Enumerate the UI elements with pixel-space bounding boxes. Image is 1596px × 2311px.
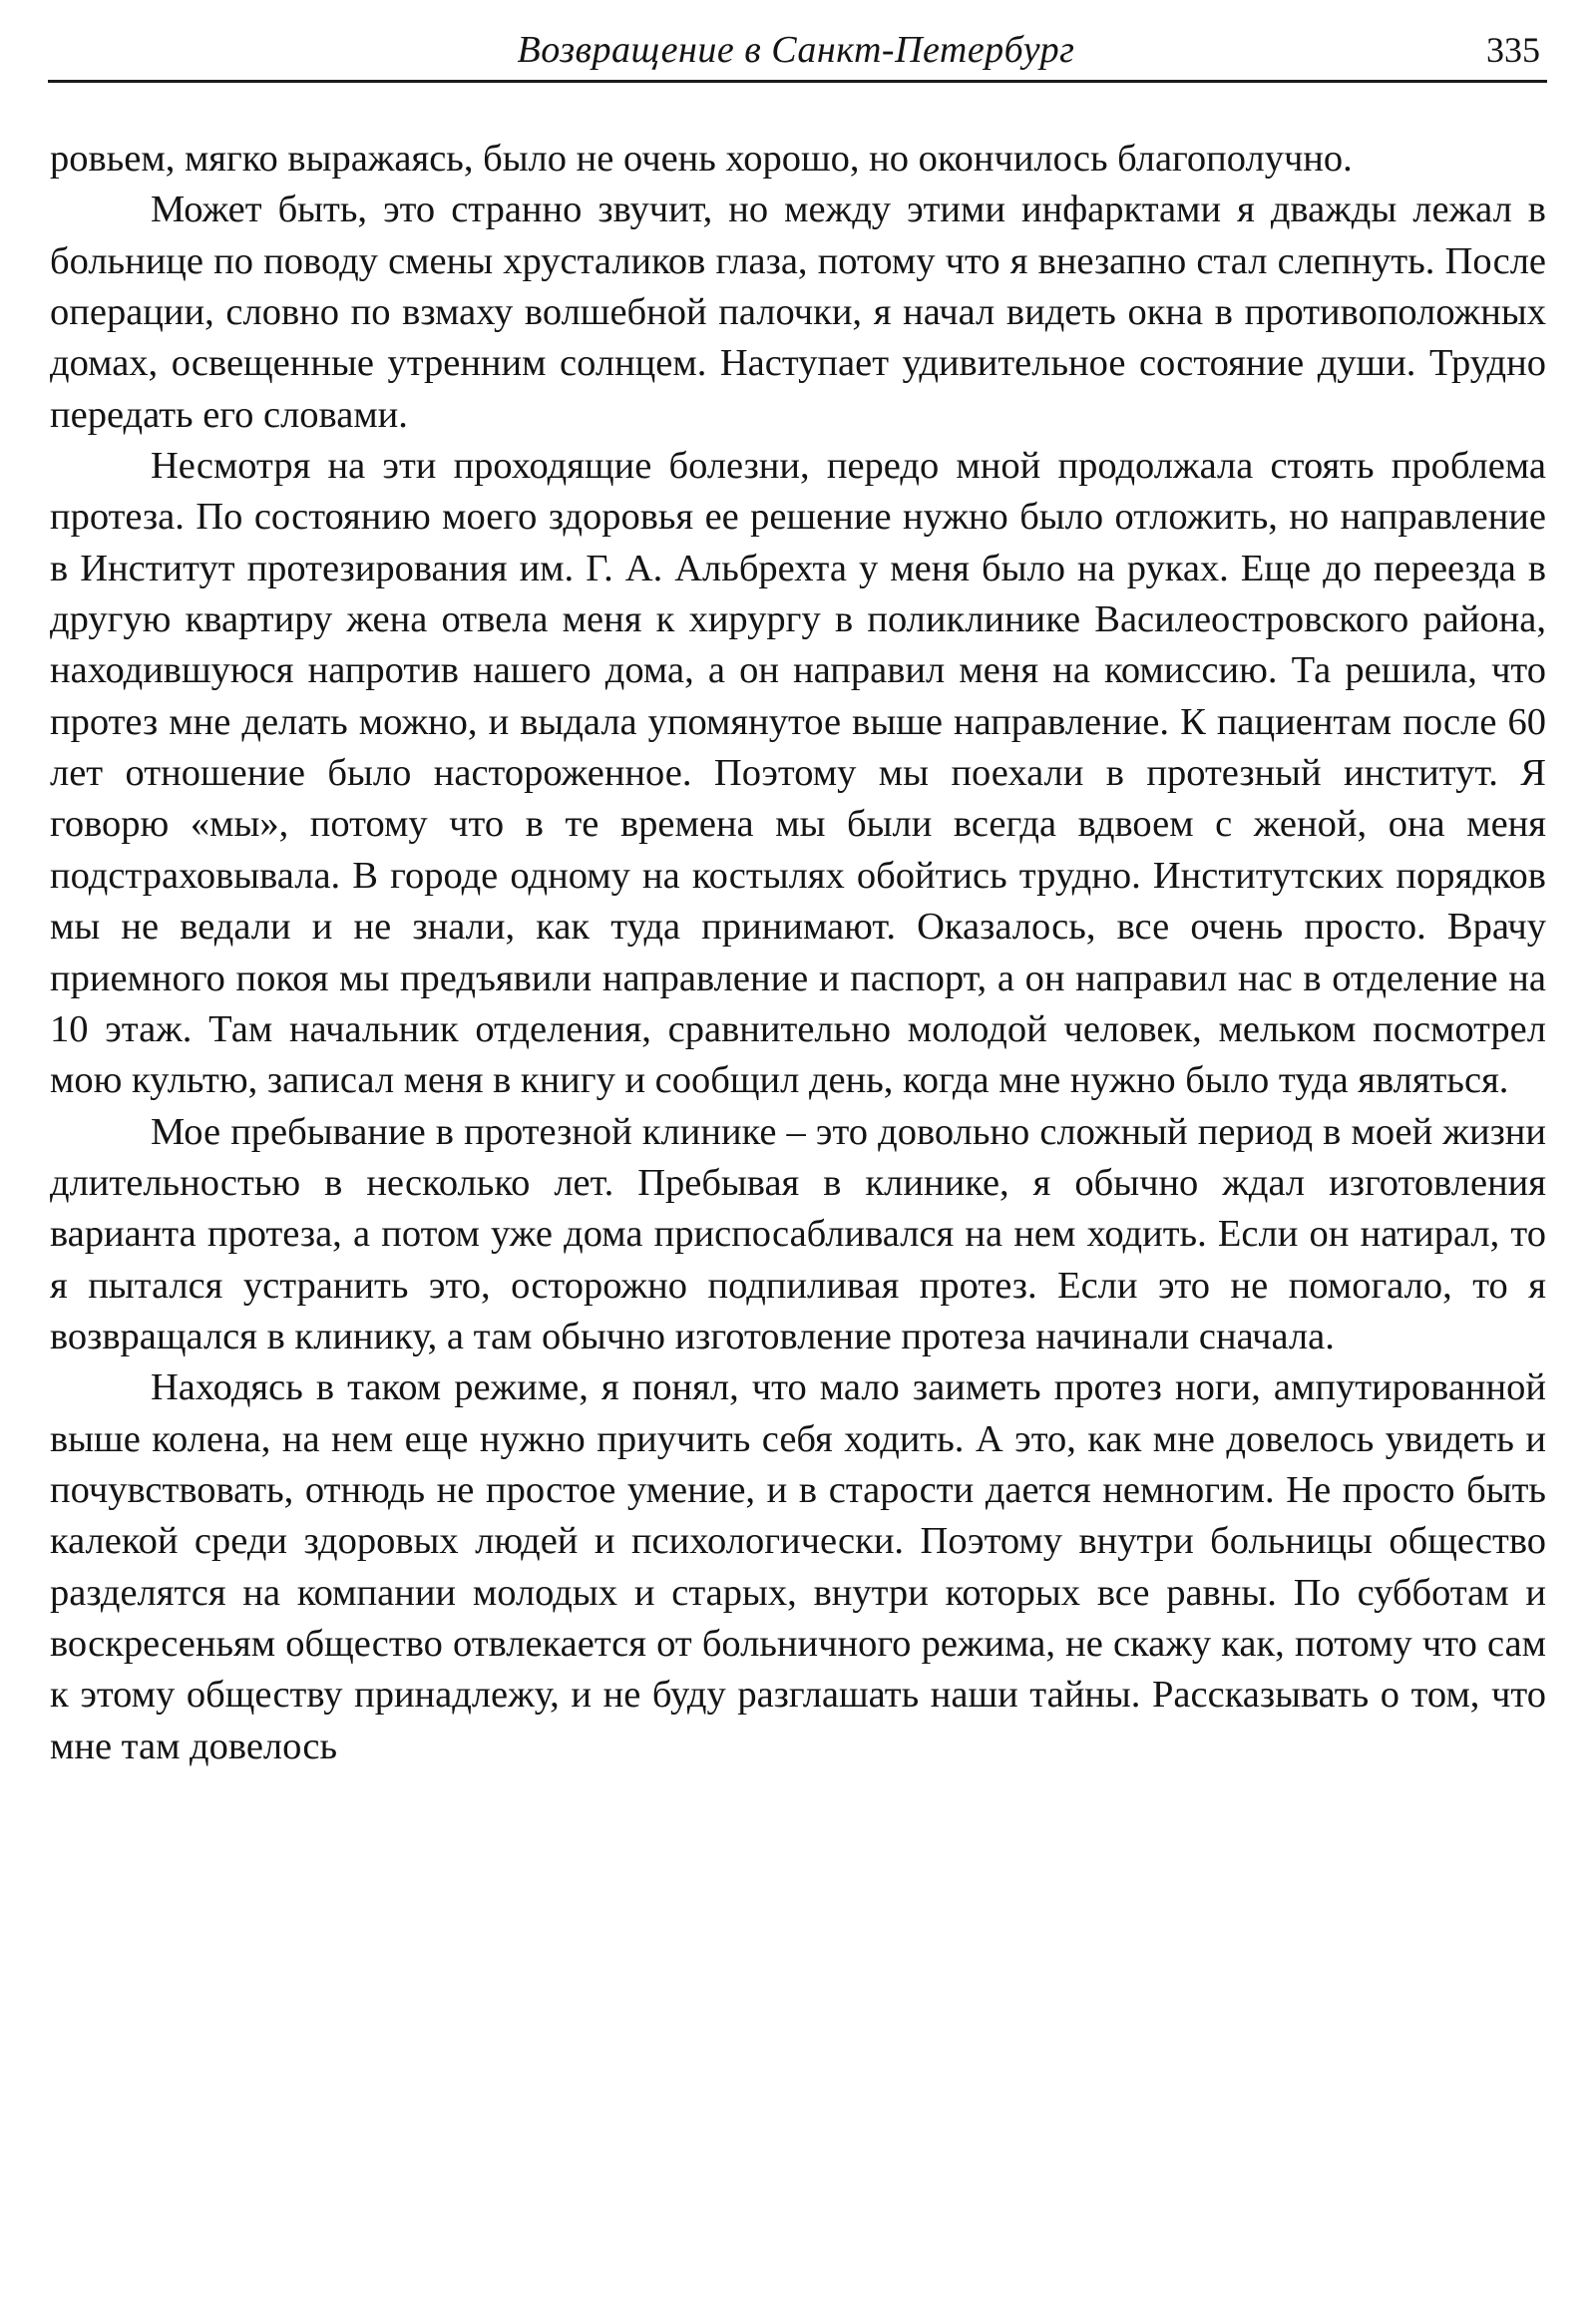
paragraph: Может быть, это странно звучит, но между этими инфарктами я дважды лежал в больнице по поводу смены хрусталиков глаза, потому что я внезапно стал слепнуть. После операции, словно по взмаху волшебной палочки, я начал видеть окна в противоположных домах, освещенные утренним солнцем. Наступает удивительное состояние души. Трудно передать его словами. <box>50 189 1546 436</box>
paragraph-continuation: ровьем, мягко выражаясь, было не очень хорошо, но окончилось благополучно. <box>50 138 1353 180</box>
page-number: 335 <box>1486 30 1540 70</box>
text-body <box>50 134 1546 1772</box>
running-header <box>48 22 1544 74</box>
paragraph: Несмотря на эти проходящие болезни, передо мной продолжала стоять проблема протеза. По состоянию моего здоровья ее решение нужно было отложить, но направление в Институт протезирования им. Г. А. Альбрехта у меня было на руках. Еще до переезда в другую квартиру жена отвела меня к хирургу в поликлинике Василеостровского района, находившуюся напротив нашего дома, а он направил меня на комиссию. Та решила, что протез мне делать можно, и выдала упомянутое выше направление. К пациентам после 60 лет отношение было настороженное. Поэтому мы поехали в протезный институт. Я говорю «мы», потому что в те времена мы были всегда вдвоем с женой, она меня подстраховывала. В городе одному на костылях обойтись трудно. Институтских порядков мы не ведали и не знали, как туда принимают. Оказалось, все очень просто. Врачу приемного покоя мы предъявили направление и паспорт, а он направил нас в отделение на 10 этаж. Там начальник отделения, сравнительно молодой человек, мельком посмотрел мою культю, записал меня в книгу и сообщил день, когда мне нужно было туда являться. <box>50 445 1546 1102</box>
header-rule <box>48 80 1547 83</box>
paragraph: Мое пребывание в протезной клинике – это довольно сложный период в моей жизни длительностью в несколько лет. Пребывая в клинике, я обычно ждал изготовления варианта протеза, а потом уже дома приспосабливался на нем ходить. Если он натирал, то я пытался устранить это, осторожно подпиливая протез. Если это не помогало, то я возвращался в клинику, а там обычно изготовление протеза начинали сначала. <box>50 1110 1546 1357</box>
running-title: Возвращение в Санкт-Петербург <box>517 29 1075 71</box>
paragraph: Находясь в таком режиме, я понял, что мало заиметь протез ноги, ампутированной выше колена, на нем еще нужно приучить себя ходить. А это, как мне довелось увидеть и почувствовать, отнюдь не простое умение, и в старости дается немногим. Не просто быть калекой среди здоровых людей и психологически. Поэтому внутри больницы общество разделятся на компании молодых и старых, внутри которых все равны. По субботам и воскресеньям общество отвлекается от больничного режима, не скажу как, потому что сам к этому обществу принадлежу, и не буду разглашать наши тайны. Рассказывать о том, что мне там довелось <box>50 1366 1546 1767</box>
